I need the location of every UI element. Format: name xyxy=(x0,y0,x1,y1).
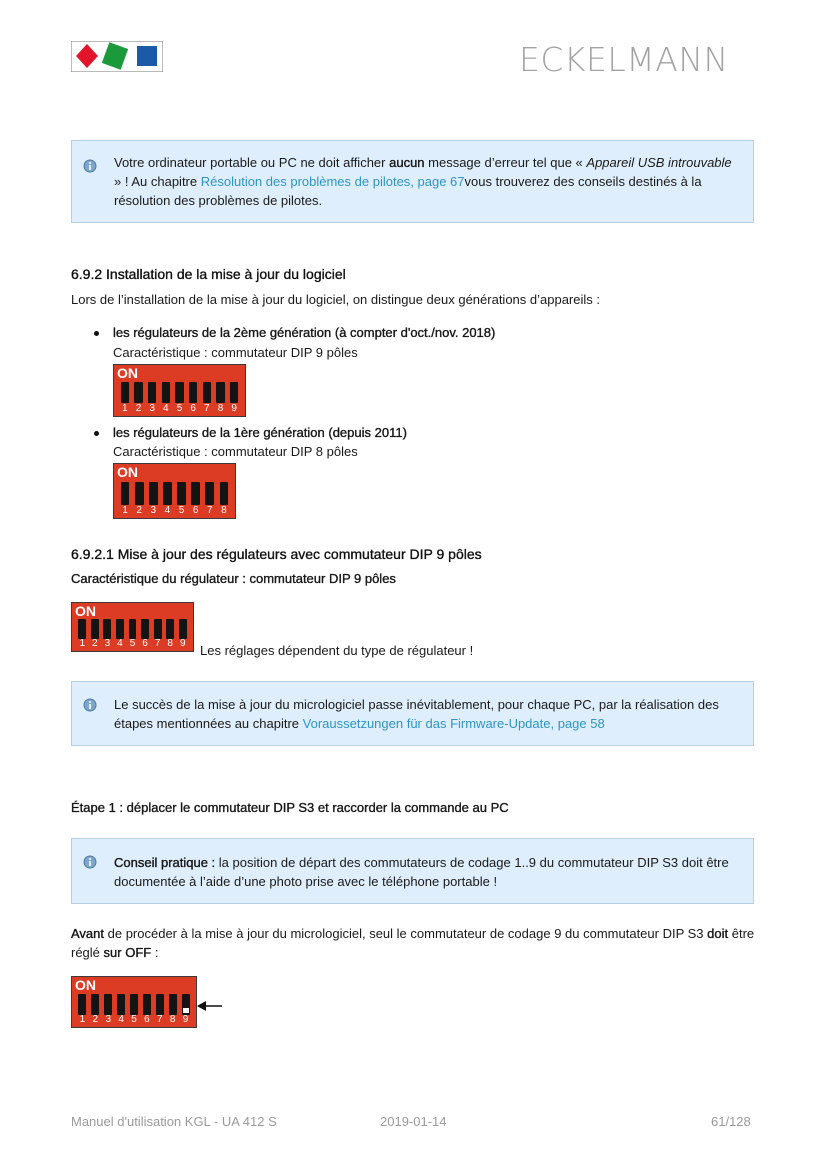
dip-switch-slot xyxy=(205,482,214,505)
footer-date: 2019-01-14 xyxy=(380,1114,447,1129)
avant-paragraph: Avant de procéder à la mise à jour du micrologiciel, seul le commutateur de codage 9 du commutateur DIP S3 doit être réglé sur OFF : xyxy=(71,926,755,960)
dip-switch-number: 6 xyxy=(192,505,199,516)
note-text: Votre ordinateur portable ou PC ne doit afficher aucun message d’erreur tel que « Appareil USB introuvable » ! Au chapitre Résolution des problèmes de pilotes, page 67vous trouverez des conseils destinés à la résolution des problèmes de pilotes. xyxy=(114,155,732,208)
dip-switch-slot xyxy=(141,619,149,639)
dip-switch-slot xyxy=(230,382,238,403)
dip-switch-number: 1 xyxy=(79,1014,86,1025)
dip-switch-number: 9 xyxy=(179,638,186,649)
bullet xyxy=(94,431,99,436)
dip-switch-number: 7 xyxy=(204,403,210,414)
footer-page-number: 61/128 xyxy=(711,1114,751,1129)
dip-switch-slot xyxy=(104,994,112,1015)
dip-on-label: ON xyxy=(75,603,96,619)
dip-switch-number: 5 xyxy=(178,505,185,516)
dip-switch-number: 2 xyxy=(92,638,98,649)
dip-caption: Les réglages dépendent du type de régulateur ! xyxy=(200,643,474,658)
footer-manual-title: Manuel d'utilisation KGL - UA 412 S xyxy=(71,1114,277,1129)
dip-on-label: ON xyxy=(117,464,138,480)
dip-switch-number: 4 xyxy=(118,1014,124,1025)
dip-switch-slot xyxy=(163,482,172,505)
dip-switch-number: 7 xyxy=(207,505,213,516)
brand-wordmark: ECKELMANN xyxy=(519,40,729,79)
dip-switch-number: 5 xyxy=(131,1014,137,1025)
dip-switch-slot xyxy=(117,994,125,1015)
dip-switch-slot xyxy=(91,619,99,639)
dip-switch-slot xyxy=(191,482,200,505)
dip-switch-number: 2 xyxy=(92,1014,99,1025)
dip-switch-number: 1 xyxy=(122,403,128,414)
dip-switch-number: 9 xyxy=(231,403,237,414)
dip-switch-number: 3 xyxy=(104,638,111,649)
dip-switch-slot xyxy=(121,482,130,505)
dip-switch-8-pole xyxy=(113,463,236,519)
info-icon xyxy=(83,159,97,173)
dip-switch-9-pole xyxy=(113,364,246,417)
dip-switch-slot xyxy=(216,382,224,403)
bullet-title-gen2: les régulateurs de la 2ème génération (à compter d'oct./nov. 2018) xyxy=(113,325,496,340)
link-firmware-prerequisites[interactable]: Voraussetzungen für das Firmware-Update, page 58 xyxy=(302,716,605,731)
dip-switch-slot xyxy=(78,994,86,1015)
step-heading: Étape 1 : déplacer le commutateur DIP S3 et raccorder la commande au PC xyxy=(71,800,509,815)
dip-switch-number: 3 xyxy=(150,505,157,516)
dip-switch-9-pole-s3 xyxy=(71,976,197,1028)
dip-on-label: ON xyxy=(75,977,96,993)
dip-switch-slot xyxy=(116,619,124,639)
dip-switch-slot xyxy=(175,382,183,403)
dip-switch-knob-off xyxy=(183,1008,189,1013)
bullet-title-gen1: les régulateurs de la 1ère génération (depuis 2011) xyxy=(113,425,407,440)
dip-switch-number: 4 xyxy=(164,505,171,516)
dip-switch-slot xyxy=(169,994,177,1015)
dip-switch-number: 8 xyxy=(167,638,173,649)
dip-switch-slot xyxy=(121,382,129,403)
subsection-heading: 6.9.2.1 Mise à jour des régulateurs avec commutateur DIP 9 pôles xyxy=(71,546,482,562)
dip-switch-number: 1 xyxy=(79,638,86,649)
dip-switch-slot xyxy=(134,382,142,403)
dip-switch-number: 7 xyxy=(156,1014,163,1025)
bullet-caption-gen2: Caractéristique : commutateur DIP 9 pôles xyxy=(113,345,358,360)
dip-on-label: ON xyxy=(117,365,138,381)
dip-switch-number: 7 xyxy=(154,638,161,649)
dip-switch-slot xyxy=(148,382,156,403)
note-text: Le succès de la mise à jour du micrologiciel passe inévitablement, pour chaque PC, par la réalisation des étapes mentionnées au chapitre Voraussetzungen für das Firmware-Update, page 58 xyxy=(114,697,719,731)
dip-switch-number: 8 xyxy=(221,505,227,516)
dip-switch-number: 6 xyxy=(190,403,196,414)
dip-switch-number: 8 xyxy=(169,1014,176,1025)
bullet xyxy=(94,331,99,336)
dip-switch-number: 6 xyxy=(142,638,148,649)
dip-switch-number: 3 xyxy=(105,1014,111,1025)
dip-switch-slot xyxy=(177,482,186,505)
dip-switch-slot xyxy=(203,382,211,403)
subsection-subheading: Caractéristique du régulateur : commutateur DIP 9 pôles xyxy=(71,571,396,586)
dip-switch-slot xyxy=(130,994,138,1015)
dip-switch-9-pole xyxy=(71,602,194,652)
section-heading: 6.9.2 Installation de la mise à jour du logiciel xyxy=(71,266,346,282)
dip-switch-slot xyxy=(220,482,229,505)
dip-switch-slot xyxy=(182,994,190,1015)
section-intro: Lors de l’installation de la mise à jour du logiciel, on distingue deux générations d’appareils : xyxy=(71,292,600,307)
dip-switch-number: 4 xyxy=(117,638,123,649)
dip-switch-slot xyxy=(103,619,111,639)
note-text: Conseil pratique : la position de départ des commutateurs de codage 1..9 du commutateur DIP S3 doit être documentée à l’aide d’une photo prise avec le téléphone portable ! xyxy=(114,855,729,889)
dip-switch-slot xyxy=(156,994,164,1015)
dip-switch-slot xyxy=(154,619,162,639)
dip-switch-number: 5 xyxy=(129,638,136,649)
info-note-drivers xyxy=(71,140,754,223)
dip-switch-slot xyxy=(179,619,187,639)
dip-switch-number: 2 xyxy=(136,505,142,516)
dip-switch-number: 8 xyxy=(217,403,224,414)
dip-switch-number: 1 xyxy=(122,505,128,516)
dip-switch-number: 5 xyxy=(176,403,183,414)
info-icon xyxy=(83,698,97,712)
dip-switch-slot xyxy=(129,619,137,639)
link-driver-troubleshooting[interactable]: Résolution des problèmes de pilotes, page 67 xyxy=(200,174,465,189)
dip-switch-slot xyxy=(143,994,151,1015)
dip-switch-slot xyxy=(162,382,170,403)
dip-switch-slot xyxy=(189,382,197,403)
dip-switch-slot xyxy=(149,482,158,505)
info-icon xyxy=(83,855,97,869)
logo-diamonds xyxy=(71,41,163,72)
bullet-caption-gen1: Caractéristique : commutateur DIP 8 pôles xyxy=(113,444,358,459)
dip-switch-number: 9 xyxy=(182,1014,189,1025)
dip-switch-slot xyxy=(78,619,86,639)
arrow-left-icon xyxy=(197,1000,223,1012)
dip-switch-number: 6 xyxy=(144,1014,150,1025)
dip-switch-slot xyxy=(166,619,174,639)
info-note-prerequisites xyxy=(71,681,754,746)
dip-switch-number: 4 xyxy=(163,403,169,414)
dip-switch-number: 2 xyxy=(135,403,142,414)
dip-switch-slot xyxy=(135,482,144,505)
info-note-tip xyxy=(71,838,754,904)
dip-switch-number: 3 xyxy=(149,403,155,414)
dip-switch-slot xyxy=(91,994,99,1015)
